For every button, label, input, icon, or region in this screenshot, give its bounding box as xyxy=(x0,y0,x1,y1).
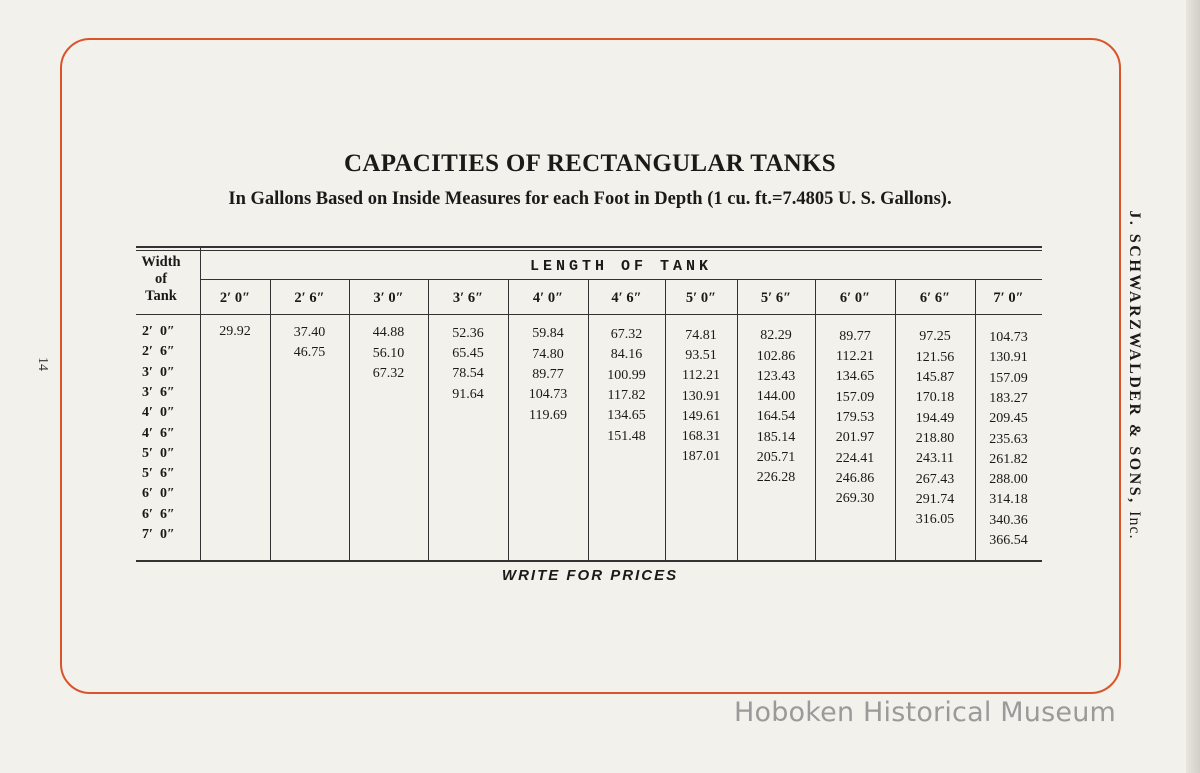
capacity-cell: 52.36 xyxy=(452,325,484,341)
capacity-cell: 74.80 xyxy=(532,346,564,362)
row-width-label: 6′ 0″ xyxy=(142,486,175,502)
capacity-cell: 102.86 xyxy=(756,348,796,364)
capacity-cell: 366.54 xyxy=(989,533,1028,548)
capacity-cell: 179.53 xyxy=(835,410,875,425)
row-width-label: 2′ 6″ xyxy=(142,344,175,360)
column-header: 3′ 6″ xyxy=(452,290,484,306)
capacity-cell: 130.91 xyxy=(681,388,721,404)
column-divider xyxy=(428,279,429,560)
column-header: 7′ 0″ xyxy=(993,290,1024,306)
capacity-cell: 56.10 xyxy=(372,345,405,361)
capacity-cell: 157.09 xyxy=(835,389,875,405)
column-header: 2′ 6″ xyxy=(294,290,325,306)
capacity-cell: 84.16 xyxy=(610,347,643,363)
column-divider xyxy=(349,279,350,560)
capacity-cell: 157.09 xyxy=(989,370,1028,386)
capacity-cell: 82.29 xyxy=(760,328,792,344)
capacity-cell: 205.71 xyxy=(756,450,796,465)
capacity-cell: 168.31 xyxy=(681,429,721,445)
capacity-cell: 187.01 xyxy=(681,449,721,465)
row-width-label: 2′ 0″ xyxy=(142,324,175,339)
capacity-cell: 314.18 xyxy=(989,492,1028,508)
capacity-cell: 134.65 xyxy=(835,369,875,385)
capacity-cell: 37.40 xyxy=(293,324,326,340)
capacity-cell: 164.54 xyxy=(756,409,796,425)
table-top-rule xyxy=(136,246,1042,248)
company-suffix: Inc. xyxy=(1126,511,1143,540)
capacity-cell: 170.18 xyxy=(915,390,955,406)
capacity-cell: 117.82 xyxy=(607,387,646,403)
page-number: 14 xyxy=(35,357,50,371)
row-width-label: 3′ 0″ xyxy=(142,364,175,380)
company-name: J. SCHWARZWALDER & SONS, xyxy=(1126,210,1143,505)
capacity-cell: 183.27 xyxy=(989,390,1028,406)
width-of-tank-header xyxy=(136,254,186,305)
group-header-rule xyxy=(200,279,1042,280)
capacity-cell: 74.81 xyxy=(685,327,717,343)
column-header: 5′ 0″ xyxy=(685,290,717,306)
capacity-cell: 194.49 xyxy=(915,410,955,426)
capacity-cell: 149.61 xyxy=(681,408,721,424)
capacity-cell: 226.28 xyxy=(756,470,796,486)
capacity-cell: 93.51 xyxy=(685,347,717,363)
capacity-cell: 89.77 xyxy=(532,367,564,382)
capacity-cell: 119.69 xyxy=(529,407,567,423)
capacity-cell: 185.14 xyxy=(756,429,796,445)
capacity-cell: 46.75 xyxy=(293,344,326,360)
capacity-cell: 91.64 xyxy=(452,386,484,402)
capacity-cell: 201.97 xyxy=(835,430,875,446)
capacity-cell: 209.45 xyxy=(989,411,1028,427)
column-header: 3′ 0″ xyxy=(373,290,404,306)
column-divider xyxy=(815,279,816,560)
capacity-table xyxy=(136,246,1042,560)
row-width-label: 5′ 0″ xyxy=(142,445,175,461)
capacity-cell: 59.84 xyxy=(532,326,564,342)
company-side-label xyxy=(1124,185,1144,565)
page-edge xyxy=(1186,0,1200,773)
column-header: 2′ 0″ xyxy=(219,290,251,306)
capacity-cell: 288.00 xyxy=(989,472,1028,488)
column-header: 5′ 6″ xyxy=(760,290,792,306)
header-bottom-rule xyxy=(136,314,1042,315)
page-title: CAPACITIES OF RECTANGULAR TANKS xyxy=(343,150,836,177)
capacity-cell: 151.48 xyxy=(607,428,646,444)
capacity-cell: 104.73 xyxy=(528,387,568,403)
capacity-cell: 44.88 xyxy=(372,325,405,341)
capacity-cell: 65.45 xyxy=(452,346,484,362)
capacity-cell: 261.82 xyxy=(989,451,1028,467)
row-width-label: 5′ 6″ xyxy=(142,466,175,482)
capacity-cell: 123.43 xyxy=(756,368,796,384)
capacity-cell: 89.77 xyxy=(839,328,871,344)
width-header-line: of xyxy=(154,271,168,287)
capacity-cell: 269.30 xyxy=(835,491,875,507)
museum-watermark: Hoboken Historical Museum xyxy=(734,697,1117,728)
capacity-cell: 246.86 xyxy=(835,470,875,486)
capacity-cell: 235.63 xyxy=(989,431,1028,447)
capacity-cell: 316.05 xyxy=(915,512,955,528)
capacity-cell: 134.65 xyxy=(607,408,646,424)
row-width-label: 4′ 0″ xyxy=(142,405,175,421)
capacity-cell: 78.54 xyxy=(452,366,484,382)
capacity-cell: 340.36 xyxy=(989,512,1028,528)
capacity-cell: 291.74 xyxy=(915,491,955,507)
row-width-label: 4′ 6″ xyxy=(142,425,175,441)
table-bottom-rule xyxy=(136,560,1042,562)
column-header: 6′ 6″ xyxy=(919,290,951,306)
row-width-label: 6′ 6″ xyxy=(142,506,175,522)
capacity-cell: 267.43 xyxy=(915,471,955,487)
capacity-cell: 130.91 xyxy=(989,350,1028,366)
capacity-cell: 100.99 xyxy=(607,367,646,383)
row-width-label: 7′ 0″ xyxy=(142,527,175,542)
column-header: 6′ 0″ xyxy=(839,290,871,306)
column-divider xyxy=(895,279,896,560)
length-of-tank-header: LENGTH OF TANK xyxy=(529,258,713,275)
capacity-cell: 218.80 xyxy=(915,430,955,446)
column-header: 4′ 0″ xyxy=(532,290,564,306)
capacity-cell: 112.21 xyxy=(682,368,720,384)
capacity-cell: 104.73 xyxy=(989,330,1028,345)
page-subtitle: In Gallons Based on Inside Measures for each Foot in Depth (1 cu. ft.=7.4805 U. S. Gallons). xyxy=(228,189,952,209)
capacity-cell: 243.11 xyxy=(916,451,954,467)
width-header-line: Tank xyxy=(145,288,177,304)
column-divider xyxy=(508,279,509,560)
capacity-cell: 67.32 xyxy=(610,327,643,342)
capacity-cell: 224.41 xyxy=(835,450,875,466)
write-for-prices: WRITE FOR PRICES xyxy=(501,567,679,584)
capacity-cell: 97.25 xyxy=(919,329,951,345)
capacity-cell: 145.87 xyxy=(915,370,955,385)
column-header: 4′ 6″ xyxy=(611,290,642,306)
capacity-cell: 144.00 xyxy=(756,389,796,405)
capacity-cell: 29.92 xyxy=(219,324,251,339)
capacity-cell: 67.32 xyxy=(372,365,405,381)
width-header-line: Width xyxy=(141,254,181,270)
row-width-label: 3′ 6″ xyxy=(142,384,175,400)
capacity-cell: 112.21 xyxy=(836,349,874,365)
capacity-cell: 121.56 xyxy=(915,349,955,365)
table-top-rule xyxy=(136,250,1042,251)
